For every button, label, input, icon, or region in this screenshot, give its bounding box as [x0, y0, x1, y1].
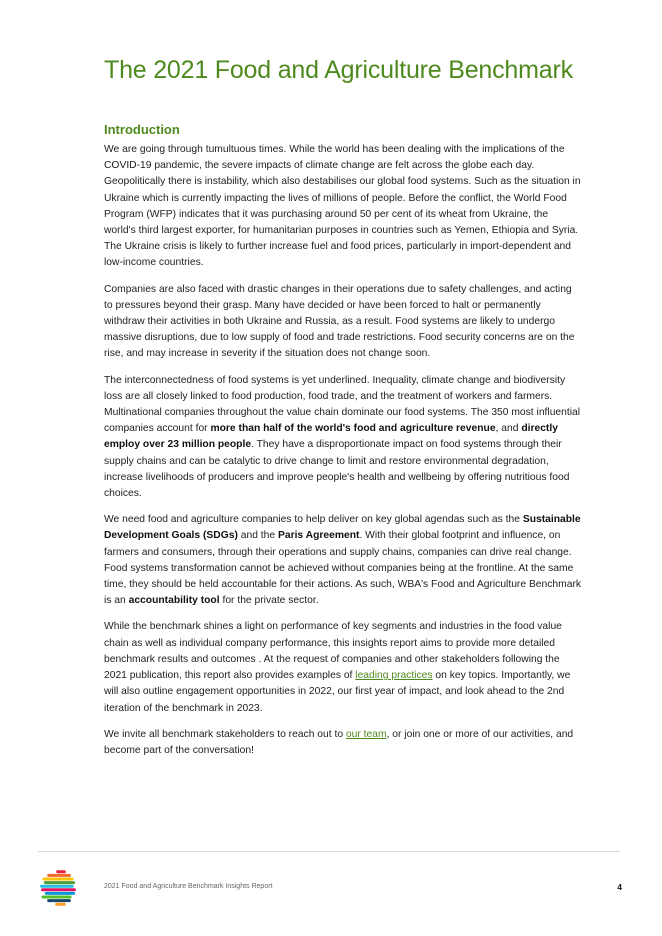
- bold-accountability-tool: accountability tool: [128, 595, 220, 607]
- footer-divider: [38, 851, 620, 852]
- logo-stripe: [41, 888, 76, 891]
- section-heading-introduction: Introduction: [104, 122, 180, 137]
- text: for the private sector.: [219, 595, 319, 607]
- text: , and: [495, 423, 522, 435]
- paragraph-5: [104, 619, 582, 716]
- logo-stripe: [40, 885, 74, 888]
- paragraph-1: We are going through tumultuous times. While the world has been dealing with the implications of the COVID-19 pandemic, the severe impacts of climate change are felt across the globe each day. Geopolitically there is instability, which also destabilises our global food systems. Such as the situation in Ukraine which is currently impacting the lives of millions of people. Before the conflict, the World Food Program (WFP) indicates that it was purchasing around 50 per cent of its wheat from Ukraine, the world's third largest exporter, for humanitarian purposes in countries such as Yemen, Ethiopia and Syria. The Ukraine crisis is likely to further increase fuel and food prices, particularly in import-dependent and low-income countries.: [104, 144, 581, 269]
- text: . With their global footprint and influence, on farmers and consumers, through their operations and supply chains, companies can drive real change. Food systems transformation cannot be achieved without companies being at the frontline. At the same time, they should be held accountable for their actions. As such, WBA's Food and Agriculture Benchmark is an: [104, 530, 582, 607]
- page-number: 4: [617, 882, 622, 892]
- bold-revenue: more than half of the world's food and agriculture revenue: [210, 423, 496, 435]
- logo-stripe: [44, 881, 75, 884]
- page-title: The 2021 Food and Agriculture Benchmark: [104, 56, 573, 84]
- text: While the benchmark shines a light on performance of key segments and industries in the food value chain as well as individual company performance, this insights report aims to provide more detailed benchmark results and outcomes . At the request of companies and other stakeholders following the 2021 publication, this report also provides examples of: [104, 621, 562, 682]
- text: . They have a disproportionate impact on food systems through their supply chains and can be catalytic to drive change to limit and restore environmental degradation, increase livelihoods of producers and improve people's health and wellbeing by offering nutritious food choices.: [104, 439, 570, 500]
- bold-sdgs: Sustainable Development Goals (SDGs): [104, 514, 581, 542]
- body-text: [104, 142, 582, 769]
- text: on key topics. Importantly, we will also outline engagement opportunities in 2022, our first year of impact, and look ahead to the 2nd iteration of the benchmark in 2023.: [104, 670, 571, 714]
- logo-stripe: [47, 874, 71, 877]
- logo-stripe: [42, 878, 73, 881]
- text: We invite all benchmark stakeholders to reach out to: [104, 728, 346, 740]
- logo-stripe: [56, 870, 66, 873]
- wba-logo-icon: [40, 870, 76, 906]
- footer-report-name: 2021 Food and Agriculture Benchmark Insights Report: [104, 883, 273, 890]
- paragraph-4: [104, 512, 582, 609]
- leading-practices-link[interactable]: leading practices: [355, 670, 433, 682]
- text: We need food and agriculture companies to help deliver on key global agendas such as the: [104, 514, 523, 526]
- text: The interconnectedness of food systems is yet underlined. Inequality, climate change and biodiversity loss are all closely linked to food production, food trade, and the treatment of workers and farmers. Multinational companies throughout the value chain dominate our food systems. The 350 most influential companies account for: [104, 374, 581, 435]
- text: , or join one or more of our activities, and become part of the conversation!: [104, 728, 574, 756]
- our-team-link[interactable]: our team: [345, 728, 387, 740]
- paragraph-2: Companies are also faced with drastic changes in their operations due to safety challenges, and acting to pressures beyond their grasp. Many have decided or have been forced to halt or permanently withdraw their activities in both Ukraine and Russia, as a result. Food systems are likely to undergo massive disruptions, due to low supply of food and trade restrictions. Food security concerns are on the rise, and may increase in severity if the situation does not change soon.: [104, 283, 575, 360]
- logo-stripe: [55, 903, 66, 906]
- paragraph-6: [104, 727, 582, 759]
- logo-stripe: [45, 892, 75, 895]
- logo-stripe: [41, 896, 71, 899]
- paragraph-3: [104, 373, 582, 503]
- text: and the: [237, 530, 278, 542]
- bold-employment: directly employ over 23 million people: [104, 423, 558, 451]
- logo-stripe: [47, 899, 71, 902]
- bold-paris-agreement: Paris Agreement: [277, 530, 360, 542]
